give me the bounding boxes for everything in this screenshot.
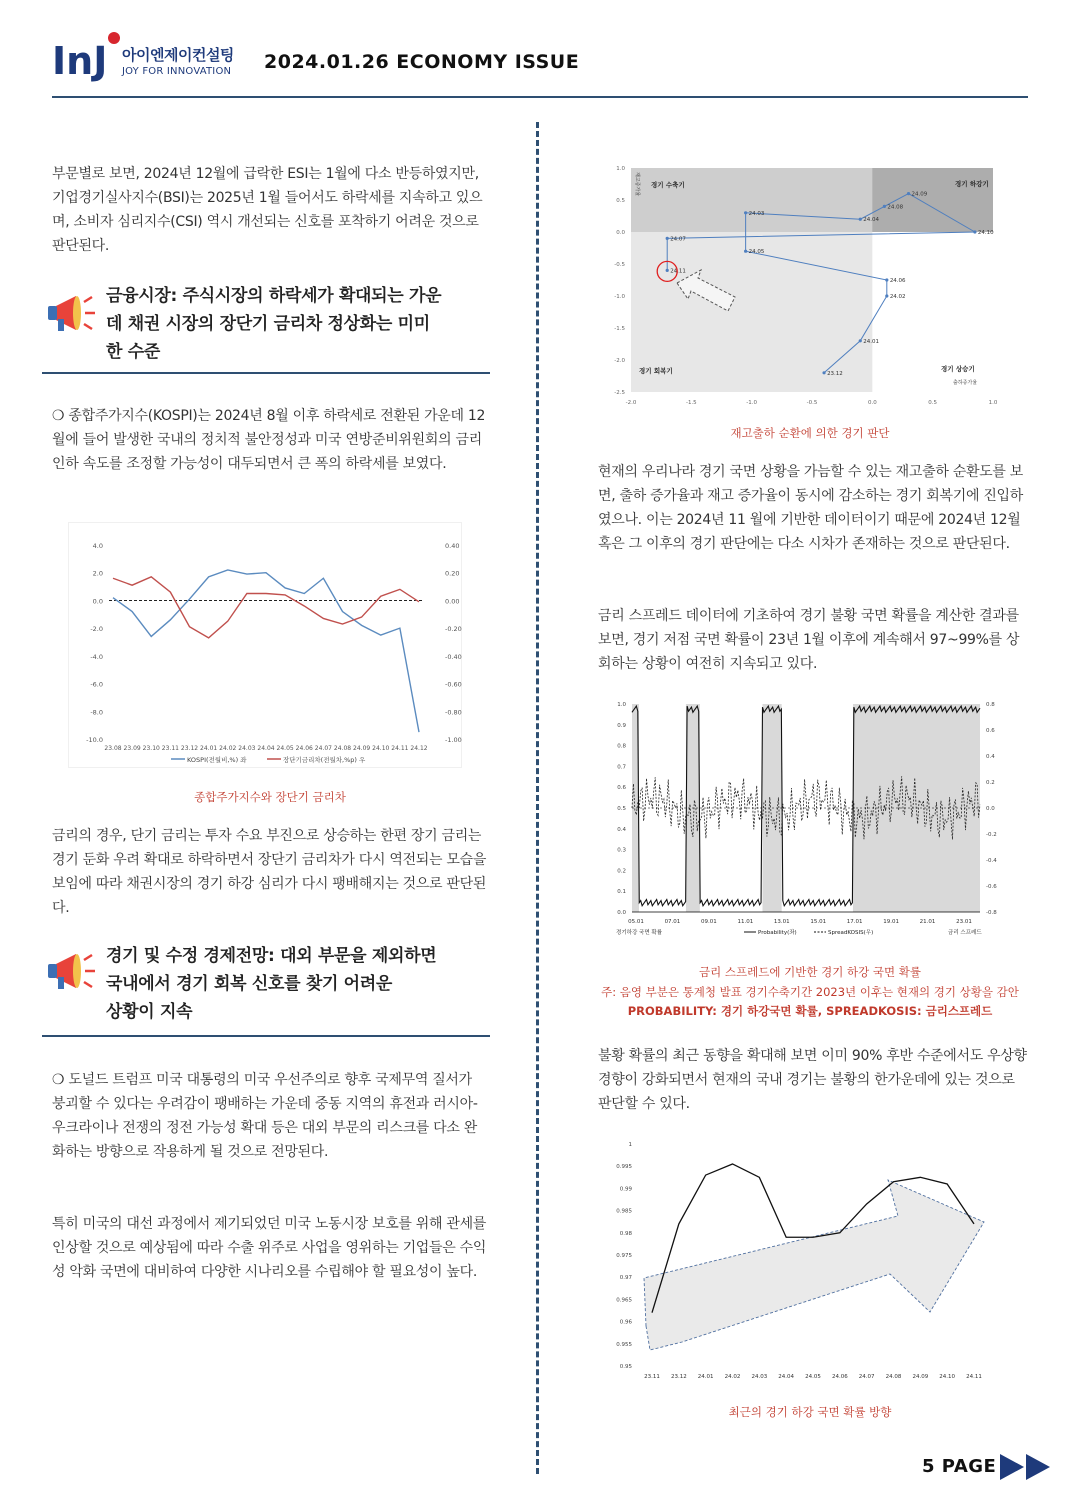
intro-paragraph: 부문별로 보면, 2024년 12월에 급락한 ESI는 1월에 다소 반등하였지만, 기업경기실사지수(BSI)는 2025년 1월 들어서도 하락세를 지속하고 있으며, 소비자 심리지수(CSI) 역시 개선되는 신호를 포착하기 어려운 것으로 판단된다. bbox=[52, 166, 483, 254]
logo-slogan: JOY FOR INNOVATION bbox=[122, 66, 232, 77]
page-number: 5 PAGE bbox=[922, 1456, 997, 1477]
x-tick-label: 24.05 bbox=[276, 745, 294, 752]
cycle-point bbox=[859, 218, 862, 221]
y-tick-label: 0.96 bbox=[619, 1319, 632, 1326]
x-tick-label: 24.09 bbox=[353, 745, 371, 752]
cycle-point-label: 24.11 bbox=[670, 268, 686, 275]
x-tick-label: 23.11 bbox=[644, 1374, 660, 1380]
y-left-tick-label: 2.0 bbox=[92, 569, 103, 578]
y-tick-label: 0.985 bbox=[616, 1208, 632, 1215]
recent-probability-chart-svg bbox=[608, 1136, 998, 1386]
cycle-point-label: 24.08 bbox=[887, 204, 904, 211]
y-left-tick-label: 0.5 bbox=[617, 806, 626, 812]
x-tick-label: 0.0 bbox=[867, 400, 877, 406]
y-left-tick-label: -10.0 bbox=[86, 736, 103, 744]
y-right-tick-label: -0.80 bbox=[445, 708, 462, 717]
tariff-paragraph: 특히 미국의 대선 과정에서 제기되었던 미국 노동시장 보호를 위해 관세를 인상할 것으로 예상됨에 따라 수출 위주로 사업을 영위하는 기업들은 수익성 악화 국면에 대비하여 다양한 시나리오를 수립해야 할 필요성이 높다. bbox=[52, 1216, 487, 1280]
y-tick-label: -1.0 bbox=[614, 294, 625, 300]
cycle-point-label: 24.10 bbox=[977, 230, 994, 236]
x-tick-label: 21.01 bbox=[919, 919, 936, 925]
y-left-tick-label: -4.0 bbox=[90, 652, 103, 661]
x-tick-label: 05.01 bbox=[628, 919, 644, 925]
quadrant-label-expansion: 경기 상승기 bbox=[941, 365, 975, 373]
legend-label: Probability(좌) bbox=[758, 930, 797, 936]
x-tick-label: 15.01 bbox=[810, 919, 827, 925]
cycle-point bbox=[666, 237, 669, 240]
x-tick-label: 24.02 bbox=[724, 1374, 741, 1380]
y-right-tick-label: 0.40 bbox=[445, 542, 460, 550]
y-right-tick-label: -0.20 bbox=[445, 625, 462, 634]
spread-probability-paragraph: 금리 스프레드 데이터에 기초하여 경기 불황 국면 확률을 계산한 결과를 보면, 경기 저점 국면 확률이 23년 1월 이후에 계속해서 97~99%를 상회하는 상황이 여전히 지속되고 있다. bbox=[598, 608, 1020, 672]
chart2-caption: 재고출하 순환에 의한 경기 판단 bbox=[730, 426, 890, 440]
y-tick-label: -2.0 bbox=[614, 358, 625, 364]
y-tick-label: 0.975 bbox=[616, 1253, 632, 1259]
y-right-tick-label: 0.2 bbox=[986, 780, 995, 786]
series-line-1 bbox=[113, 570, 419, 732]
cycle-point-label: 24.03 bbox=[748, 210, 765, 217]
quadrant-label-recovery: 경기 회복기 bbox=[639, 367, 673, 375]
cycle-point-label: 24.09 bbox=[911, 191, 928, 198]
x-axis-label: 출하증가율 bbox=[953, 380, 978, 386]
trend-arrow bbox=[644, 1180, 984, 1350]
legend-label: KOSPI(전월비,%) 좌 bbox=[187, 756, 247, 764]
x-tick-label: 23.12 bbox=[670, 1374, 687, 1380]
x-tick-label: 24.03 bbox=[238, 745, 256, 752]
recession-probability-chart bbox=[608, 694, 1004, 944]
section1-title-line2: 데 채권 시장의 장단기 금리차 정상화는 미미 bbox=[106, 314, 430, 334]
quadrant-label-downturn: 경기 하강기 bbox=[955, 180, 989, 188]
logo-korean-name: 아이엔제이컨설팅 bbox=[122, 46, 234, 64]
x-tick-label: 23.10 bbox=[142, 745, 160, 752]
inventory-cycle-chart-svg bbox=[605, 160, 1005, 410]
quadrant-label-contraction: 경기 수축기 bbox=[651, 181, 685, 189]
cycle-point-label: 24.01 bbox=[863, 338, 880, 345]
inventory-cycle-paragraph: 현재의 우리나라 경기 국면 상황을 가늠할 수 있는 재고출하 순환도를 보면, 출하 증가율과 재고 증가율이 동시에 감소하는 경기 회복기에 진입하였으나. 이는 2024년 11 월에 기반한 데이터이기 때문에 2024년 12월 혹은 그 이후의 경기 판단에는 다소 시차가 존재하는 것으로 판단된다. bbox=[598, 464, 1023, 552]
y-tick-label: -2.5 bbox=[614, 390, 625, 396]
y-tick-label: 0.98 bbox=[619, 1230, 632, 1237]
cycle-point bbox=[744, 250, 747, 253]
logo-mark: InJ bbox=[52, 39, 108, 83]
y-tick-label: 0.97 bbox=[619, 1275, 632, 1282]
y-left-tick-label: 0.4 bbox=[617, 826, 626, 833]
x-tick-label: 07.01 bbox=[664, 919, 681, 925]
y-right-tick-label: 0.6 bbox=[986, 728, 995, 734]
x-tick-label: 13.01 bbox=[773, 919, 790, 925]
legend-label: 장단기금리차(전월차,%p) 우 bbox=[283, 756, 366, 764]
recent-probability-chart bbox=[608, 1136, 998, 1386]
x-tick-label: 19.01 bbox=[883, 919, 899, 925]
x-tick-label: 23.08 bbox=[104, 745, 122, 752]
y-left-tick-label: -2.0 bbox=[90, 625, 103, 634]
section2-title-line3: 상황이 지속 bbox=[106, 1002, 193, 1022]
y-tick-label: 0.995 bbox=[616, 1164, 632, 1171]
y-left-tick-label: 1.0 bbox=[617, 702, 626, 708]
x-tick-label: 24.10 bbox=[372, 745, 390, 752]
x-tick-label: 0.5 bbox=[928, 400, 938, 406]
x-tick-label: 24.01 bbox=[200, 745, 218, 752]
y-tick-label: 0.5 bbox=[616, 198, 625, 204]
cycle-point bbox=[883, 205, 886, 208]
cycle-point bbox=[744, 211, 747, 214]
cycle-point bbox=[859, 339, 862, 342]
y-right-tick-label: -0.4 bbox=[986, 858, 997, 864]
right-axis-caption: 금리 스프레드 bbox=[948, 930, 982, 936]
y-tick-label: 0.955 bbox=[616, 1341, 632, 1348]
cycle-point-label: 24.05 bbox=[748, 249, 765, 256]
y-axis-label: 재고증가율 bbox=[634, 172, 640, 197]
section2-title-line2: 국내에서 경기 회복 신호를 찾기 어려운 bbox=[106, 974, 393, 994]
x-tick-label: 23.01 bbox=[956, 919, 972, 925]
x-tick-label: 17.01 bbox=[846, 919, 863, 925]
y-right-tick-label: -0.40 bbox=[445, 652, 462, 661]
cycle-point bbox=[885, 294, 888, 297]
x-tick-label: 24.10 bbox=[939, 1374, 956, 1380]
x-tick-label: 24.08 bbox=[333, 745, 352, 752]
cycle-point-label: 24.07 bbox=[670, 236, 686, 243]
x-tick-label: 24.01 bbox=[697, 1374, 714, 1380]
y-left-tick-label: 0.1 bbox=[617, 889, 626, 896]
y-tick-label: 0.0 bbox=[616, 230, 625, 236]
recession-probability-chart-svg bbox=[608, 694, 1004, 944]
y-left-tick-label: 0.0 bbox=[92, 597, 103, 606]
y-left-tick-label: -8.0 bbox=[90, 708, 103, 717]
cycle-point bbox=[822, 371, 825, 374]
chart3-caption-note: 주: 음영 부분은 통계청 발표 경기수축기간 2023년 이후는 현재의 경기 상황을 감안 bbox=[601, 985, 1019, 999]
x-tick-label: -0.5 bbox=[806, 400, 818, 406]
x-tick-label: 23.12 bbox=[180, 745, 199, 752]
x-tick-label: 24.06 bbox=[295, 745, 313, 752]
section1-title-line3: 한 수준 bbox=[106, 342, 160, 362]
x-tick-label: 24.07 bbox=[858, 1374, 875, 1380]
left-axis-caption: 경기하강 국면 확률 bbox=[616, 930, 663, 936]
y-right-tick-label: -1.00 bbox=[445, 736, 462, 744]
cycle-point bbox=[907, 192, 910, 195]
x-tick-label: 11.01 bbox=[737, 919, 754, 925]
x-tick-label: 24.03 bbox=[751, 1374, 768, 1380]
recession-trend-paragraph: 불황 확률의 최근 동향을 확대해 보면 이미 90% 후반 수준에서도 우상향 경향이 강화되면서 현재의 국내 경기는 불황의 한가운데에 있는 것으로 판단할 수 있다. bbox=[598, 1048, 1027, 1112]
cycle-point-label: 24.04 bbox=[863, 217, 880, 224]
x-tick-label: 24.04 bbox=[257, 745, 275, 752]
x-tick-label: 24.12 bbox=[410, 745, 428, 752]
y-left-tick-label: 0.6 bbox=[617, 785, 626, 792]
section-heading-economic-outlook bbox=[42, 942, 490, 1037]
kospi-paragraph: ❍ 종합주가지수(KOSPI)는 2024년 8월 이후 하락세로 전환된 가운데 12월에 들어 발생한 국내의 정치적 불안정성과 미국 연방준비위원회의 금리 인하 속도를 조정할 가능성이 대두되면서 큰 폭의 하락세를 보였다. bbox=[52, 408, 486, 472]
y-left-tick-label: 0.7 bbox=[617, 764, 626, 771]
kospi-spread-chart-svg bbox=[69, 523, 463, 769]
x-tick-label: 24.11 bbox=[391, 745, 409, 752]
chart3-caption-legend: PROBABILITY: 경기 하강국면 확률, SPREADKOSIS: 금리스프레드 bbox=[627, 1004, 993, 1018]
y-right-tick-label: 0.4 bbox=[986, 754, 995, 760]
cycle-point-label: 24.02 bbox=[889, 294, 906, 300]
x-tick-label: 24.07 bbox=[314, 745, 332, 752]
x-tick-label: 24.09 bbox=[912, 1374, 929, 1380]
section-heading-financial-market bbox=[42, 282, 490, 374]
x-tick-label: 24.11 bbox=[966, 1374, 982, 1380]
y-right-tick-label: -0.60 bbox=[445, 680, 462, 689]
cycle-point bbox=[885, 278, 888, 281]
cycle-point-label: 24.06 bbox=[889, 278, 906, 284]
y-left-tick-label: -6.0 bbox=[90, 680, 103, 689]
y-left-tick-label: 0.9 bbox=[617, 722, 626, 729]
x-tick-label: -1.0 bbox=[746, 400, 758, 406]
y-tick-label: 0.965 bbox=[616, 1297, 632, 1304]
cycle-point-label: 23.12 bbox=[827, 370, 843, 377]
cycle-point bbox=[666, 269, 669, 272]
x-tick-label: 24.05 bbox=[805, 1374, 821, 1380]
y-tick-label: 0.95 bbox=[619, 1364, 632, 1370]
quadrant-shade-top-right bbox=[872, 168, 993, 232]
issue-title: 2024.01.26 ECONOMY ISSUE bbox=[264, 51, 580, 73]
x-tick-label: 23.11 bbox=[161, 745, 179, 752]
chart3-caption-title: 금리 스프레드에 기반한 경기 하강 국면 확률 bbox=[699, 965, 921, 979]
y-tick-label: 0.99 bbox=[619, 1186, 632, 1193]
chart1-caption: 종합주가지수와 장단기 금리차 bbox=[194, 790, 346, 804]
x-tick-label: 24.02 bbox=[219, 745, 237, 752]
x-tick-label: 23.09 bbox=[123, 745, 141, 752]
column-divider bbox=[536, 122, 539, 1474]
trump-paragraph: ❍ 도널드 트럼프 미국 대통령의 미국 우선주의로 향후 국제무역 질서가 붕괴할 수 있다는 우려감이 팽배하는 가운데 중동 지역의 휴전과 러시아-우크라이나 전쟁의 정전 가능성 확대 등은 대외 부문의 리스크를 다소 완화하는 방향으로 작용하게 될 것으로 전망된다. bbox=[52, 1072, 478, 1160]
x-tick-label: 24.08 bbox=[885, 1374, 902, 1380]
y-tick-label: 1.0 bbox=[616, 166, 625, 172]
x-tick-label: 09.01 bbox=[701, 919, 717, 925]
page-header bbox=[52, 24, 1028, 98]
y-right-tick-label: -0.2 bbox=[986, 832, 997, 838]
x-tick-label: 24.04 bbox=[778, 1374, 795, 1380]
y-right-tick-label: -0.8 bbox=[986, 910, 997, 916]
inventory-cycle-chart bbox=[605, 160, 1005, 410]
x-tick-label: 1.0 bbox=[988, 400, 998, 406]
section1-title-line1: 금융시장: 주식시장의 하락세가 확대되는 가운 bbox=[106, 286, 442, 306]
chart4-caption: 최근의 경기 하강 국면 확률 방향 bbox=[728, 1405, 892, 1419]
cycle-point bbox=[973, 230, 976, 233]
y-left-tick-label: 4.0 bbox=[92, 542, 103, 550]
y-left-tick-label: 0.3 bbox=[617, 847, 626, 854]
megaphone-icon bbox=[42, 290, 98, 338]
y-right-tick-label: 0.20 bbox=[445, 569, 460, 578]
y-left-tick-label: 0.2 bbox=[617, 868, 626, 875]
y-right-tick-label: 0.8 bbox=[986, 702, 995, 708]
section2-title-line1: 경기 및 수정 경제전망: 대외 부문을 제외하면 bbox=[106, 946, 437, 966]
y-tick-label: 1 bbox=[628, 1142, 632, 1148]
legend-label: SpreadKOSIS(우) bbox=[828, 930, 874, 936]
x-tick-label: 24.06 bbox=[831, 1374, 848, 1380]
y-tick-label: -0.5 bbox=[614, 262, 625, 268]
y-right-tick-label: -0.6 bbox=[986, 884, 997, 890]
y-right-tick-label: 0.0 bbox=[986, 806, 995, 812]
y-right-tick-label: 0.00 bbox=[445, 597, 460, 606]
y-left-tick-label: 0.8 bbox=[617, 743, 626, 750]
kospi-spread-chart bbox=[68, 522, 462, 768]
y-left-tick-label: 0.0 bbox=[617, 910, 626, 916]
next-page-arrows-icon bbox=[1000, 1452, 1054, 1482]
series-line-2 bbox=[113, 577, 419, 638]
x-tick-label: -1.5 bbox=[685, 400, 697, 406]
y-tick-label: -1.5 bbox=[614, 326, 625, 332]
megaphone-icon bbox=[42, 948, 98, 996]
x-tick-label: -2.0 bbox=[625, 400, 637, 406]
interest-rate-paragraph: 금리의 경우, 단기 금리는 투자 수요 부진으로 상승하는 한편 장기 금리는 경기 둔화 우려 확대로 하락하면서 장단기 금리차가 다시 역전되는 모습을 보임에 따라 채권시장의 경기 하강 심리가 다시 팽배해지는 것으로 판단된다. bbox=[52, 828, 487, 916]
